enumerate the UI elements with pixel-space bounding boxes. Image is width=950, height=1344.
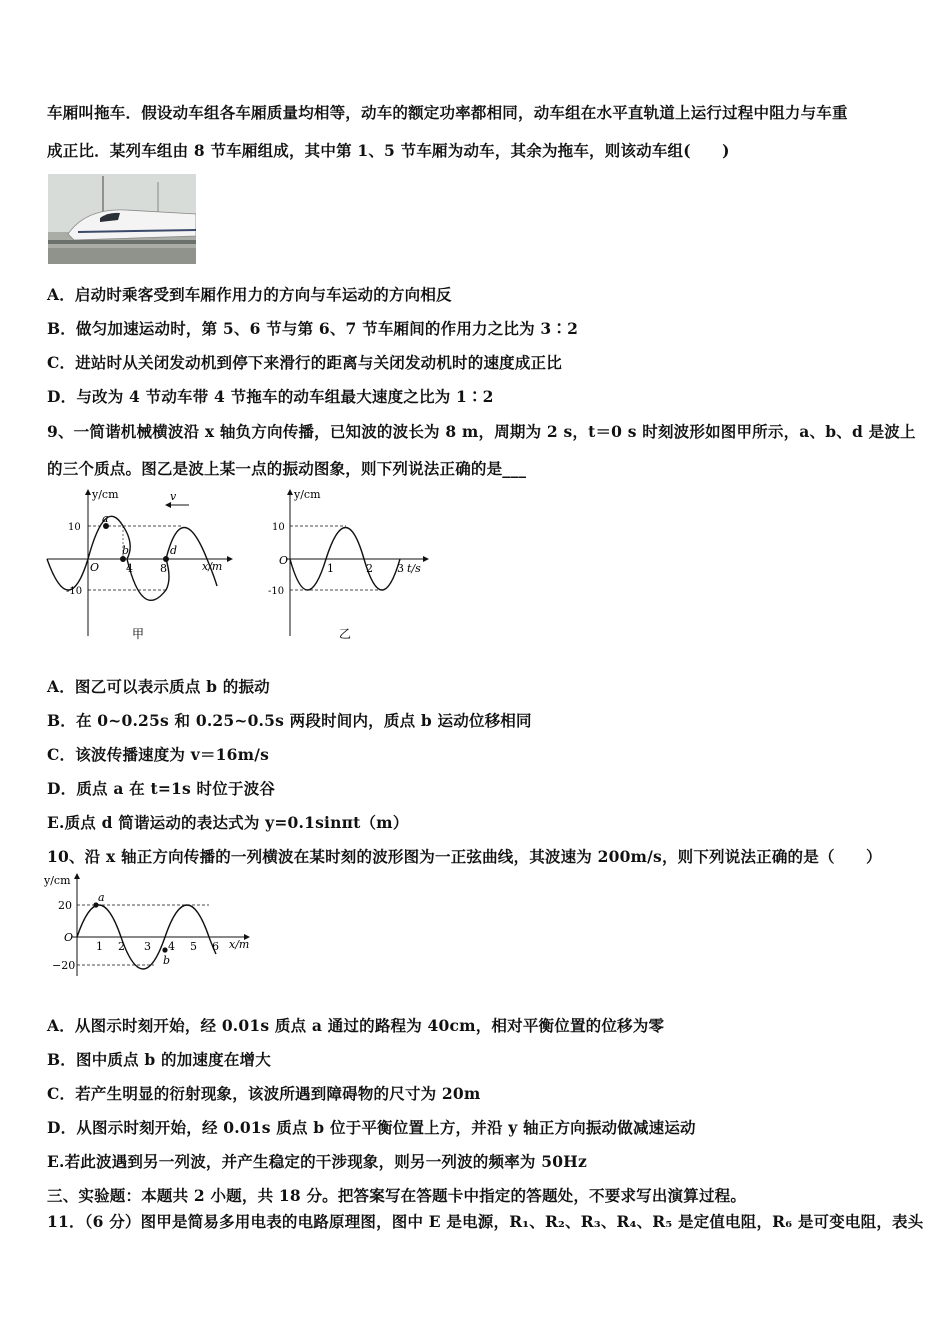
fig-q10-origin: O — [64, 931, 74, 944]
fig-yi-xlabel: t/s — [407, 562, 421, 575]
q10-option-a: A．从图示时刻开始，经 0.01s 质点 a 通过的路程为 40cm，相对平衡位置的位移为零 — [47, 1016, 665, 1035]
fig-jia-origin: O — [90, 561, 100, 574]
q9-option-d: D．质点 a 在 t=1s 时位于波谷 — [47, 779, 276, 798]
fig-jia-ylabel: y/cm — [92, 488, 119, 501]
q10-option-e: E.若此波遇到另一列波，并产生稳定的干涉现象，则另一列波的频率为 50Hz — [47, 1152, 588, 1171]
fig-jia-point-a: a — [102, 512, 109, 525]
fig-q10-point-a: a — [98, 891, 105, 904]
fig-q10-x-tick-1: 1 — [96, 940, 103, 953]
q8-option-a: A．启动时乘客受到车厢作用力的方向与车运动的方向相反 — [47, 285, 452, 304]
fig-jia-point-d: d — [170, 544, 178, 557]
q8-stem-line2: 成正比．某列车组由 8 节车厢组成，其中第 1、5 节车厢为动车，其余为拖车，则该动车组( ) — [47, 141, 730, 160]
q9-stem-line1: 9、一简谐机械横波沿 x 轴负方向传播，已知波的波长为 8 m，周期为 2 s，t＝0 s 时刻波形如图甲所示，a、b、d 是波上 — [47, 422, 916, 441]
section3-heading: 三、实验题：本题共 2 小题，共 18 分。把答案写在答题卡中指定的答题处，不要求写出演算过程。 — [47, 1186, 747, 1205]
fig-jia-x-tick-4: 4 — [126, 562, 133, 575]
q8-stem-line1: 车厢叫拖车．假设动车组各车厢质量均相等，动车的额定功率都相同，动车组在水平直轨道上运行过程中阻力与车重 — [47, 103, 848, 122]
fig-yi-caption: 乙 — [339, 627, 352, 641]
q10-option-b: B．图中质点 b 的加速度在增大 — [47, 1050, 271, 1069]
q8-option-c: C．进站时从关闭发动机到停下来滑行的距离与关闭发动机时的速度成正比 — [47, 353, 562, 372]
q9-option-c: C．该波传播速度为 v＝16m/s — [47, 745, 269, 764]
fig-yi-y-top: 10 — [272, 522, 285, 533]
train-photo — [48, 174, 196, 264]
wave-figure-q10 — [44, 870, 264, 980]
fig-yi-origin: O — [279, 554, 289, 567]
fig-yi-x-tick-3: 3 — [397, 562, 404, 575]
fig-jia-y-top: 10 — [68, 522, 81, 533]
fig-jia-v-label: v — [170, 490, 177, 503]
fig-q10-x-tick-2: 2 — [118, 940, 125, 953]
point-b-marker — [162, 947, 167, 952]
fig-q10-x-tick-3: 3 — [144, 940, 151, 953]
q8-option-b: B．做匀加速运动时，第 5、6 节与第 6、7 节车厢间的作用力之比为 3∶2 — [47, 319, 579, 338]
fig-jia-xlabel: x/m — [202, 560, 223, 573]
fig-jia-x-tick-8: 8 — [160, 562, 167, 575]
fig-q10-ylabel: y/cm — [44, 874, 71, 887]
fig-yi-ylabel: y/cm — [294, 488, 321, 501]
q9-option-b: B．在 0~0.25s 和 0.25~0.5s 两段时间内，质点 b 运动位移相同 — [47, 711, 532, 730]
fig-q10-x-tick-5: 5 — [190, 940, 197, 953]
q11-stem: 11．（6 分）图甲是简易多用电表的电路原理图，图中 E 是电源，R₁、R₂、R₃、R₄、R₅ 是定值电阻，R₆ 是可变电阻，表头 — [47, 1212, 924, 1231]
fig-jia-y-bottom: -10 — [66, 586, 83, 597]
fig-q10-y-bottom: −20 — [52, 959, 76, 972]
fig-q10-x-tick-4: 4 — [168, 940, 175, 953]
fig-q10-point-b: b — [163, 954, 171, 967]
q10-option-c: C．若产生明显的衍射现象，该波所遇到障碍物的尺寸为 20m — [47, 1084, 481, 1103]
fig-q10-x-tick-6: 6 — [212, 940, 219, 953]
q9-option-e: E.质点 d 简谐运动的表达式为 y=0.1sinπt（m） — [47, 813, 409, 832]
fig-yi-x-tick-2: 2 — [366, 562, 373, 575]
fig-yi-y-bottom: -10 — [268, 586, 285, 597]
wave-figure-jia — [42, 486, 242, 646]
fig-q10-y-top: 20 — [58, 899, 72, 912]
vibration-figure-yi — [266, 486, 436, 646]
q8-option-d: D．与改为 4 节动车带 4 节拖车的动车组最大速度之比为 1∶2 — [47, 387, 494, 406]
q10-option-d: D．从图示时刻开始，经 0.01s 质点 b 位于平衡位置上方，并沿 y 轴正方向振动做减速运动 — [47, 1118, 696, 1137]
fig-jia-point-b: b — [122, 544, 130, 557]
q10-stem: 10、沿 x 轴正方向传播的一列横波在某时刻的波形图为一正弦曲线，其波速为 200m/s，则下列说法正确的是（ ） — [47, 847, 882, 866]
fig-jia-caption: 甲 — [132, 627, 145, 641]
q9-option-a: A．图乙可以表示质点 b 的振动 — [47, 677, 270, 696]
fig-q10-xlabel: x/m — [229, 938, 250, 951]
fig-yi-x-tick-1: 1 — [327, 562, 334, 575]
q9-stem-line2: 的三个质点。图乙是波上某一点的振动图象，则下列说法正确的是___ — [47, 459, 527, 478]
